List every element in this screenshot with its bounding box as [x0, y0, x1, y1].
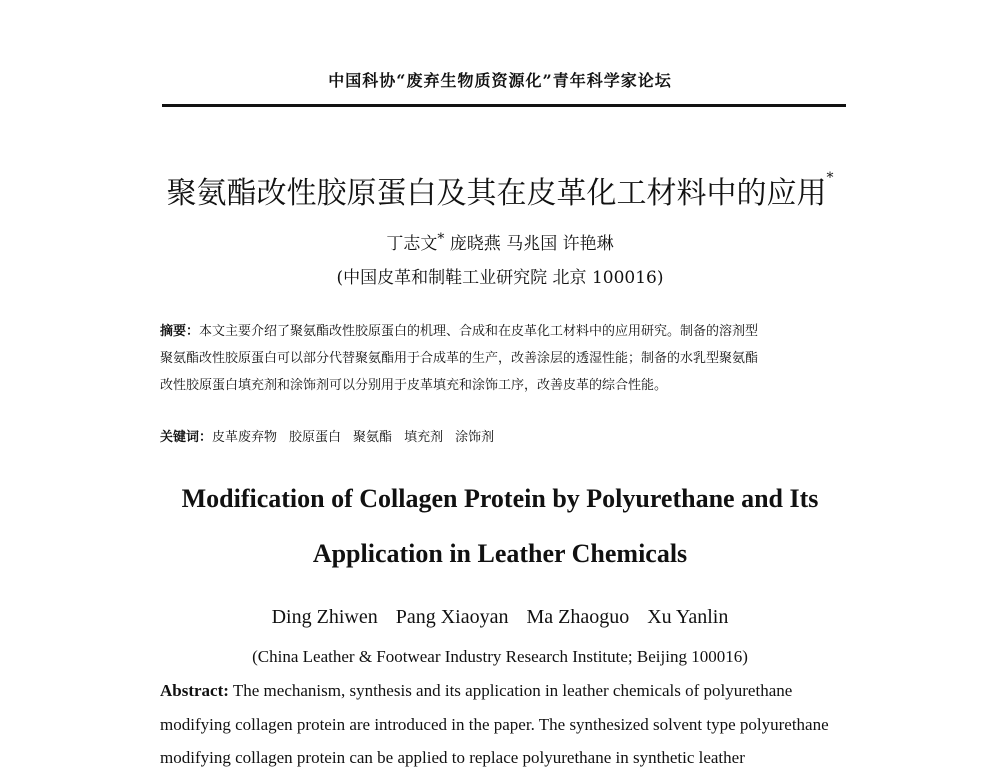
- english-affiliation: (China Leather & Footwear Industry Research Institute; Beijing 100016): [252, 647, 748, 666]
- keyword-item: 皮革废弃物: [212, 430, 278, 445]
- english-abstract-line-3: modifying collagen protein can be applied to replace polyurethane in synthetic leather: [160, 748, 745, 767]
- english-abstract-label: Abstract:: [160, 681, 229, 700]
- chinese-abstract-line-1: [160, 318, 850, 345]
- title-footnote-mark: *: [826, 170, 834, 186]
- english-title-line-2: Application in Leather Chemicals: [312, 539, 688, 568]
- chinese-keywords: [160, 424, 850, 451]
- english-author: Pang Xiaoyan: [395, 606, 509, 628]
- chinese-author-first: 丁志文: [386, 234, 438, 254]
- english-author: Xu Yanlin: [647, 606, 729, 628]
- chinese-abstract-line-2: 聚氨酯改性胶原蛋白可以部分代替聚氨酯用于合成革的生产，改善涂层的透湿性能；制备的水乳型聚氨酯: [160, 351, 759, 366]
- english-title-line-1: Modification of Collagen Protein by Polyurethane and Its: [181, 484, 819, 513]
- english-author: Ma Zhaoguo: [526, 606, 630, 628]
- running-header: 中国科协“废弃生物质资源化”青年科学家论坛: [328, 71, 672, 90]
- keyword-item: 聚氨酯: [353, 430, 393, 445]
- english-abstract-text-1: The mechanism, synthesis and its application in leather chemicals of polyurethane: [228, 681, 793, 700]
- chinese-authors: [0, 229, 1000, 254]
- chinese-title: [0, 168, 1000, 212]
- keyword-item: 涂饰剂: [455, 430, 495, 445]
- chinese-authors-rest: 庞晓燕 马兆国 许艳琳: [449, 234, 614, 254]
- chinese-abstract-label: 摘要：: [160, 324, 200, 339]
- english-authors: [0, 606, 1000, 629]
- author-footnote-mark: *: [437, 231, 445, 247]
- chinese-title-text: 聚氨酯改性胶原蛋白及其在皮革化工材料中的应用: [166, 176, 827, 211]
- chinese-keywords-label: 关键词：: [160, 430, 213, 445]
- keyword-item: 胶原蛋白: [289, 430, 342, 445]
- header-rule: [162, 104, 846, 107]
- chinese-abstract-text-1: 本文主要介绍了聚氨酯改性胶原蛋白的机理、合成和在皮革化工材料中的应用研究。制备的溶剂型: [199, 324, 759, 339]
- english-abstract-line-1: [160, 681, 850, 701]
- english-author: Ding Zhiwen: [271, 606, 378, 628]
- english-abstract-line-2: modifying collagen protein are introduced in the paper. The synthesized solvent type polyurethane: [160, 715, 829, 734]
- chinese-abstract-line-3: 改性胶原蛋白填充剂和涂饰剂可以分别用于皮革填充和涂饰工序，改善皮革的综合性能。: [160, 378, 668, 393]
- chinese-affiliation: (中国皮革和制鞋工业研究院 北京 100016): [336, 268, 664, 288]
- keyword-item: 填充剂: [404, 430, 444, 445]
